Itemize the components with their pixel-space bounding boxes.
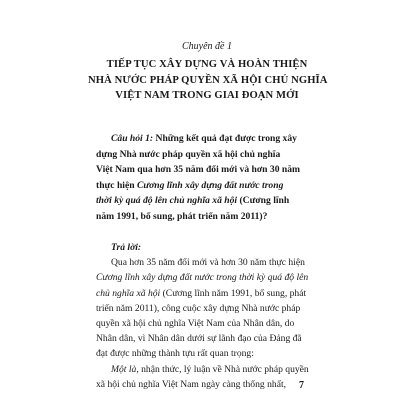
answer-line: quyền xã hội chủ nghĩa Việt Nam của Nhân dân, do: [96, 318, 295, 330]
title-line: NHÀ NƯỚC PHÁP QUYỀN XÃ HỘI CHỦ NGHĨA: [88, 74, 328, 86]
question-line: Việt Nam qua hơn 35 năm đổi mới và hơn 30 năm: [96, 164, 301, 175]
answer-line: Cương lĩnh xây dựng đất nước trong thời kỳ quá độ lên: [96, 272, 309, 284]
question-line: năm 1991, bổ sung, phát triển năm 2011)?: [96, 210, 268, 222]
title-line: VIỆT NAM TRONG GIAI ĐOẠN MỚI: [115, 90, 299, 101]
question-text-italic: Cương lĩnh xây dựng đất nước trong: [136, 179, 284, 191]
answer-text-italic: Một là: [111, 363, 137, 375]
question-line: [96, 178, 320, 194]
answer-block: [96, 240, 320, 392]
question-line: dựng Nhà nước pháp quyền xã hội chủ nghĩa: [96, 148, 281, 160]
topic-label: Chuyên đề 1: [182, 41, 232, 52]
answer-line: Qua hơn 35 năm đổi mới và hơn 30 năm thực hiện: [111, 257, 305, 269]
chapter-title: [88, 57, 326, 104]
title-line: TIẾP TỤC XÂY DỰNG VÀ HOÀN THIỆN: [106, 59, 308, 70]
question-text-italic: thời kỳ quá độ lên chủ nghĩa xã hội: [96, 195, 238, 206]
question-label: Câu hỏi 1:: [111, 133, 154, 144]
question-line: [96, 131, 320, 147]
answer-line: [96, 286, 320, 301]
page-number: 7: [299, 380, 304, 391]
question-block: [96, 131, 320, 224]
answer-text-italic: chủ nghĩa xã hội: [96, 287, 161, 299]
answer-line: [96, 362, 320, 377]
answer-text: (Cương lĩnh năm 1991, bổ sung, phát: [160, 287, 307, 299]
question-text: Những kết quả đạt được trong xây: [153, 133, 297, 144]
question-text: (Cương lĩnh: [237, 195, 290, 206]
answer-line: đạt được những thành tựu rất quan trọng:: [96, 348, 254, 360]
answer-line: xã hội chủ nghĩa Việt Nam ngày càng thống nhất,: [96, 378, 287, 390]
answer-line: triển năm 2011), công cuộc xây dựng Nhà nước pháp: [96, 302, 301, 314]
answer-label: Trả lời:: [111, 242, 142, 253]
answer-text: , nhận thức, lý luận về Nhà nước pháp quyền: [136, 363, 309, 375]
question-text: thực hiện: [96, 179, 137, 191]
answer-line: Nhân dân, vì Nhân dân dưới sự lãnh đạo của Đảng đã: [96, 333, 302, 345]
question-line: [96, 193, 320, 209]
